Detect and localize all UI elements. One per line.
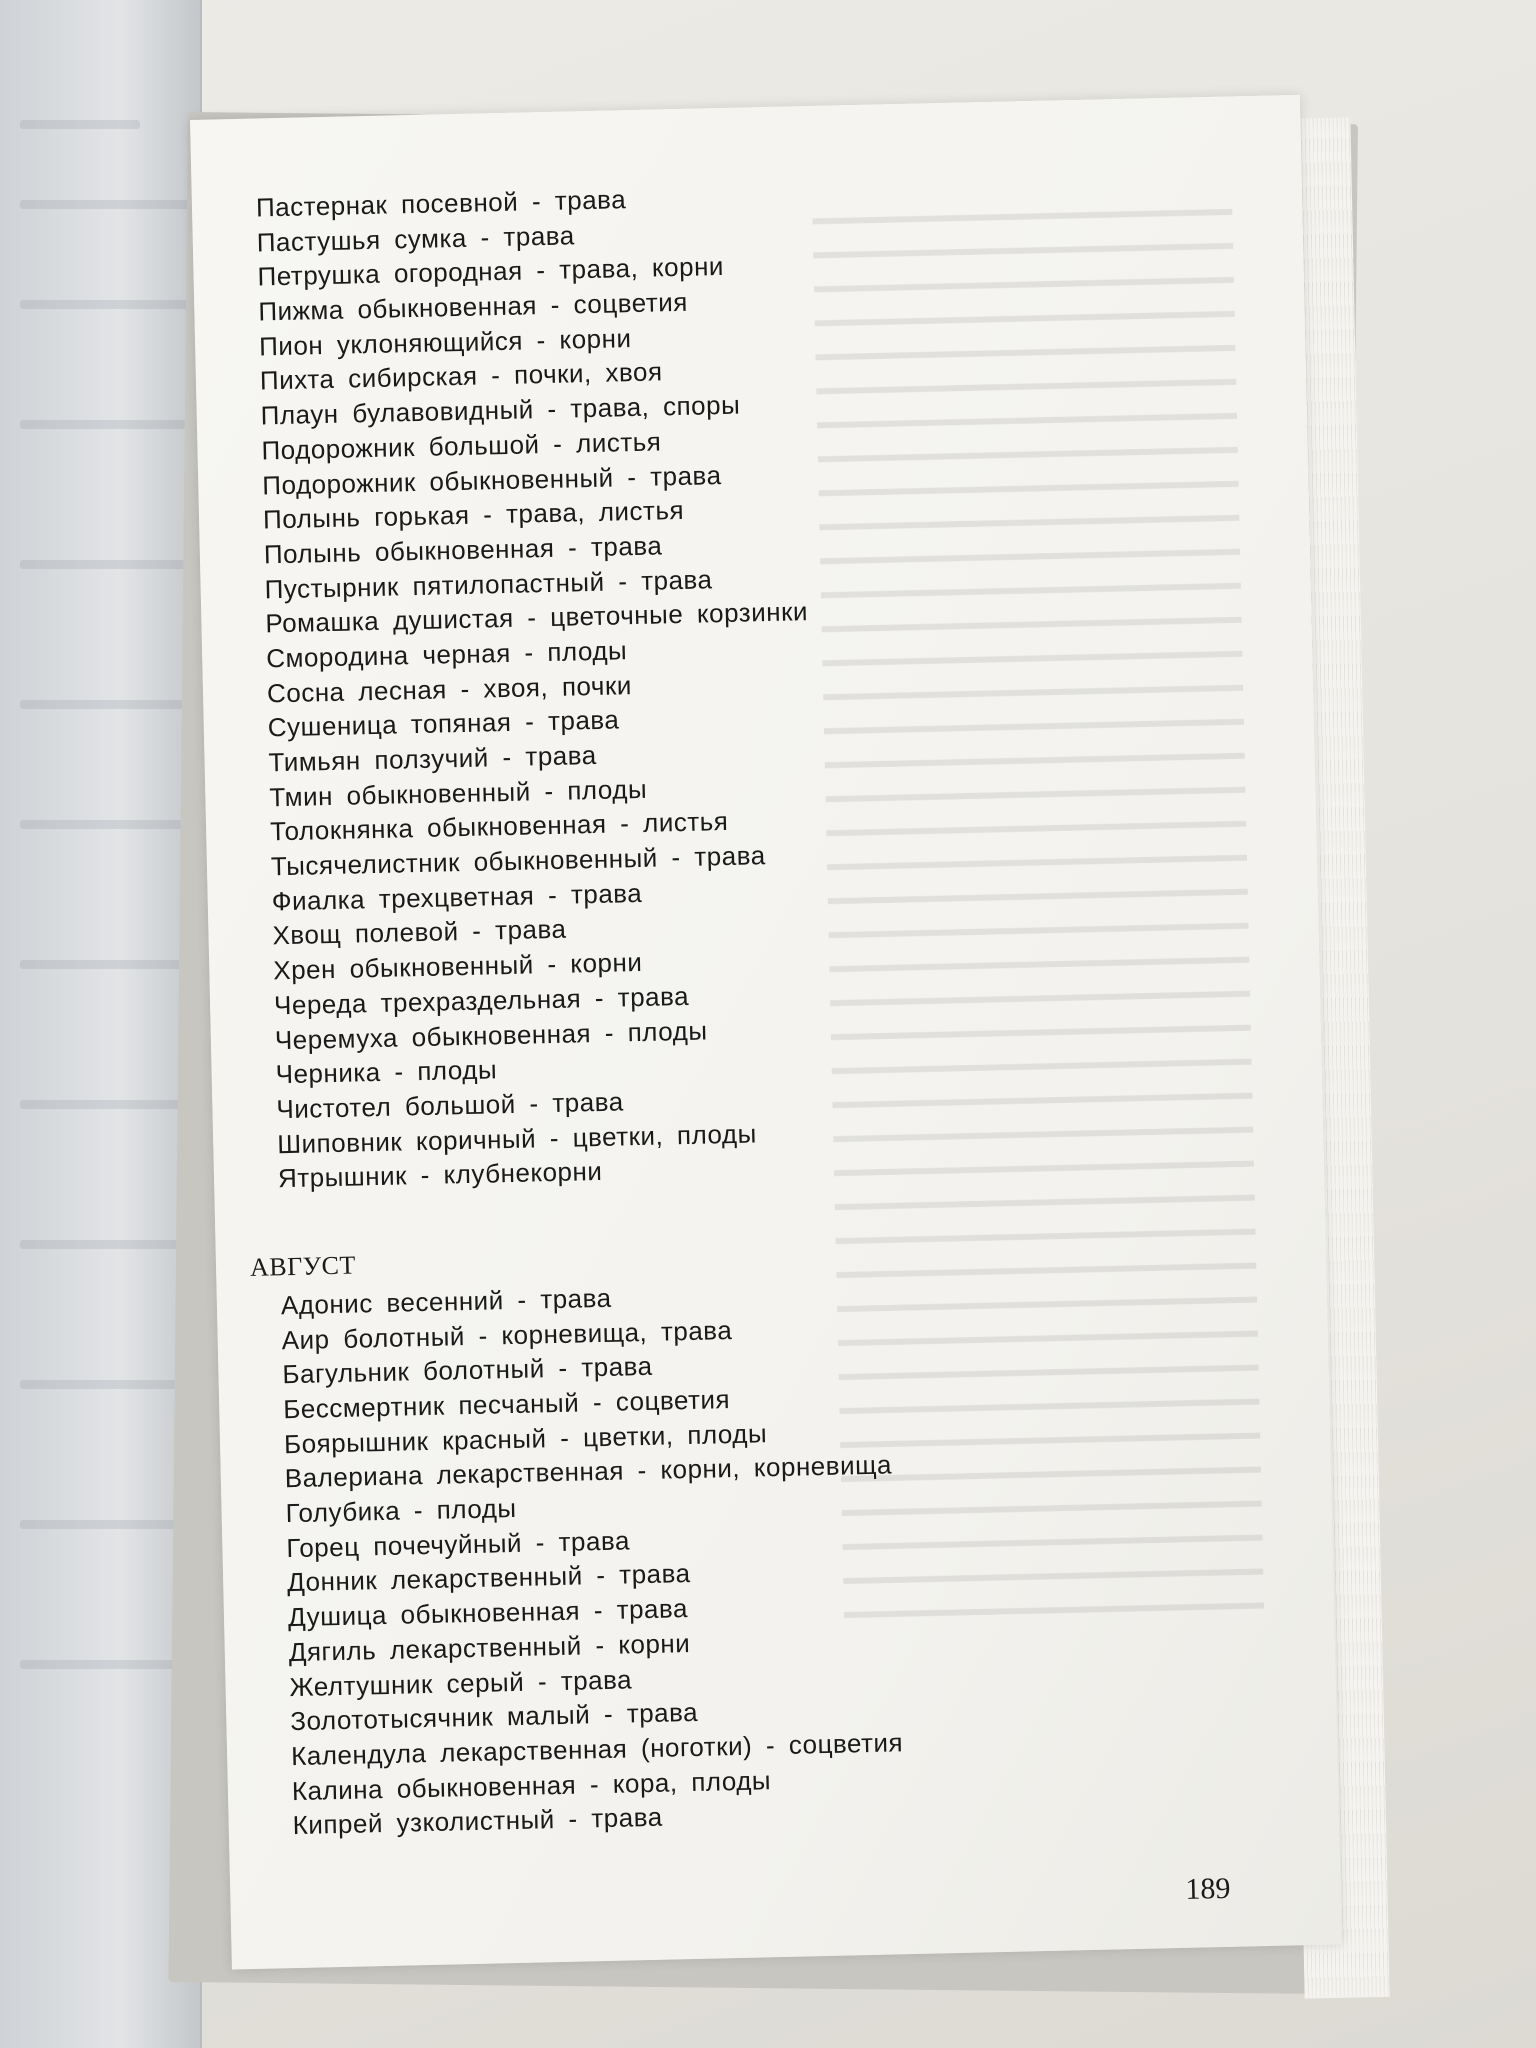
list-item: Толокнянка обыкновенная - листья <box>269 806 729 847</box>
list-item: Пихта сибирская - почки, хвоя <box>259 356 663 396</box>
plant-list <box>249 168 1273 1843</box>
list-item: Черника - плоды <box>275 1054 498 1090</box>
list-item: Череда трехраздельная - трава <box>273 980 690 1021</box>
list-item: Ятрышник - клубнекорни <box>277 1156 603 1194</box>
list-item: Сосна лесная - хвоя, почки <box>266 669 633 709</box>
list-item: Хрен обыкновенный - корни <box>272 947 643 986</box>
list-item: Пастернак посевной - трава <box>255 184 627 223</box>
list-item: Тысячелистник обыкновенный - трава <box>270 840 766 882</box>
list-item: Голубика - плоды <box>285 1493 517 1529</box>
list-item: Ромашка душистая - цветочные корзинки <box>265 596 809 639</box>
list-item: Кипрей узколистный - трава <box>292 1801 663 1841</box>
list-item: Петрушка огородная - трава, корни <box>257 251 725 292</box>
list-item: Тимьян ползучий - трава <box>268 739 597 778</box>
list-item: Пустырник пятилопастный - трава <box>264 563 713 604</box>
list-item: Калина обыкновенная - кора, плоды <box>291 1764 772 1806</box>
list-item: Горец почечуйный - трава <box>286 1525 631 1563</box>
list-item: Полынь горькая - трава, листья <box>262 495 685 535</box>
list-item: Сушеница топяная - трава <box>267 704 620 743</box>
section-heading-august: АВГУСТ <box>249 1250 357 1282</box>
list-item: Дягиль лекарственный - корни <box>288 1627 691 1667</box>
list-item: Подорожник большой - листья <box>261 426 662 466</box>
list-item: Чистотел большой - трава <box>276 1086 624 1125</box>
list-item: Смородина черная - плоды <box>265 635 628 674</box>
entries-august-list <box>281 1266 1273 1843</box>
list-item: Плаун булавовидный - трава, споры <box>260 389 741 431</box>
page-number: 189 <box>1185 1871 1231 1906</box>
entries-top-list <box>256 168 1259 1196</box>
list-item: Пион уклоняющийся - корни <box>258 322 632 362</box>
list-item: Аир болотный - корневища, трава <box>281 1314 733 1355</box>
list-item: Фиалка трехцветная - трава <box>271 877 643 917</box>
list-item: Черемуха обыкновенная - плоды <box>274 1014 708 1055</box>
list-item: Золототысячник малый - трава <box>290 1697 699 1737</box>
list-item: Хвощ полевой - трава <box>272 914 567 951</box>
list-item: Тмин обыкновенный - плоды <box>269 773 648 813</box>
list-item: Шиповник коричный - цветки, плоды <box>276 1117 758 1159</box>
list-item: Донник лекарственный - трава <box>286 1558 691 1598</box>
list-item: Боярышник красный - цветки, плоды <box>283 1417 768 1459</box>
list-item: Валериана лекарственная - корни, корневища <box>284 1449 893 1494</box>
list-item: Пастушья сумка - трава <box>256 219 576 258</box>
list-item: Багульник болотный - трава <box>282 1351 653 1390</box>
list-item: Полынь обыкновенная - трава <box>263 530 663 570</box>
book-page <box>190 95 1342 1970</box>
list-item: Пижма обыкновенная - соцветия <box>258 286 689 327</box>
list-item: Подорожник обыкновенный - трава <box>261 459 722 500</box>
list-item: Календула лекарственная (ноготки) - соцветия <box>290 1727 904 1771</box>
list-item: Адонис весенний - трава <box>280 1282 612 1321</box>
list-item: Желтушник серый - трава <box>289 1663 633 1702</box>
list-item: Бессмертник песчаный - соцветия <box>282 1384 731 1425</box>
list-item: Душица обыкновенная - трава <box>287 1593 689 1633</box>
